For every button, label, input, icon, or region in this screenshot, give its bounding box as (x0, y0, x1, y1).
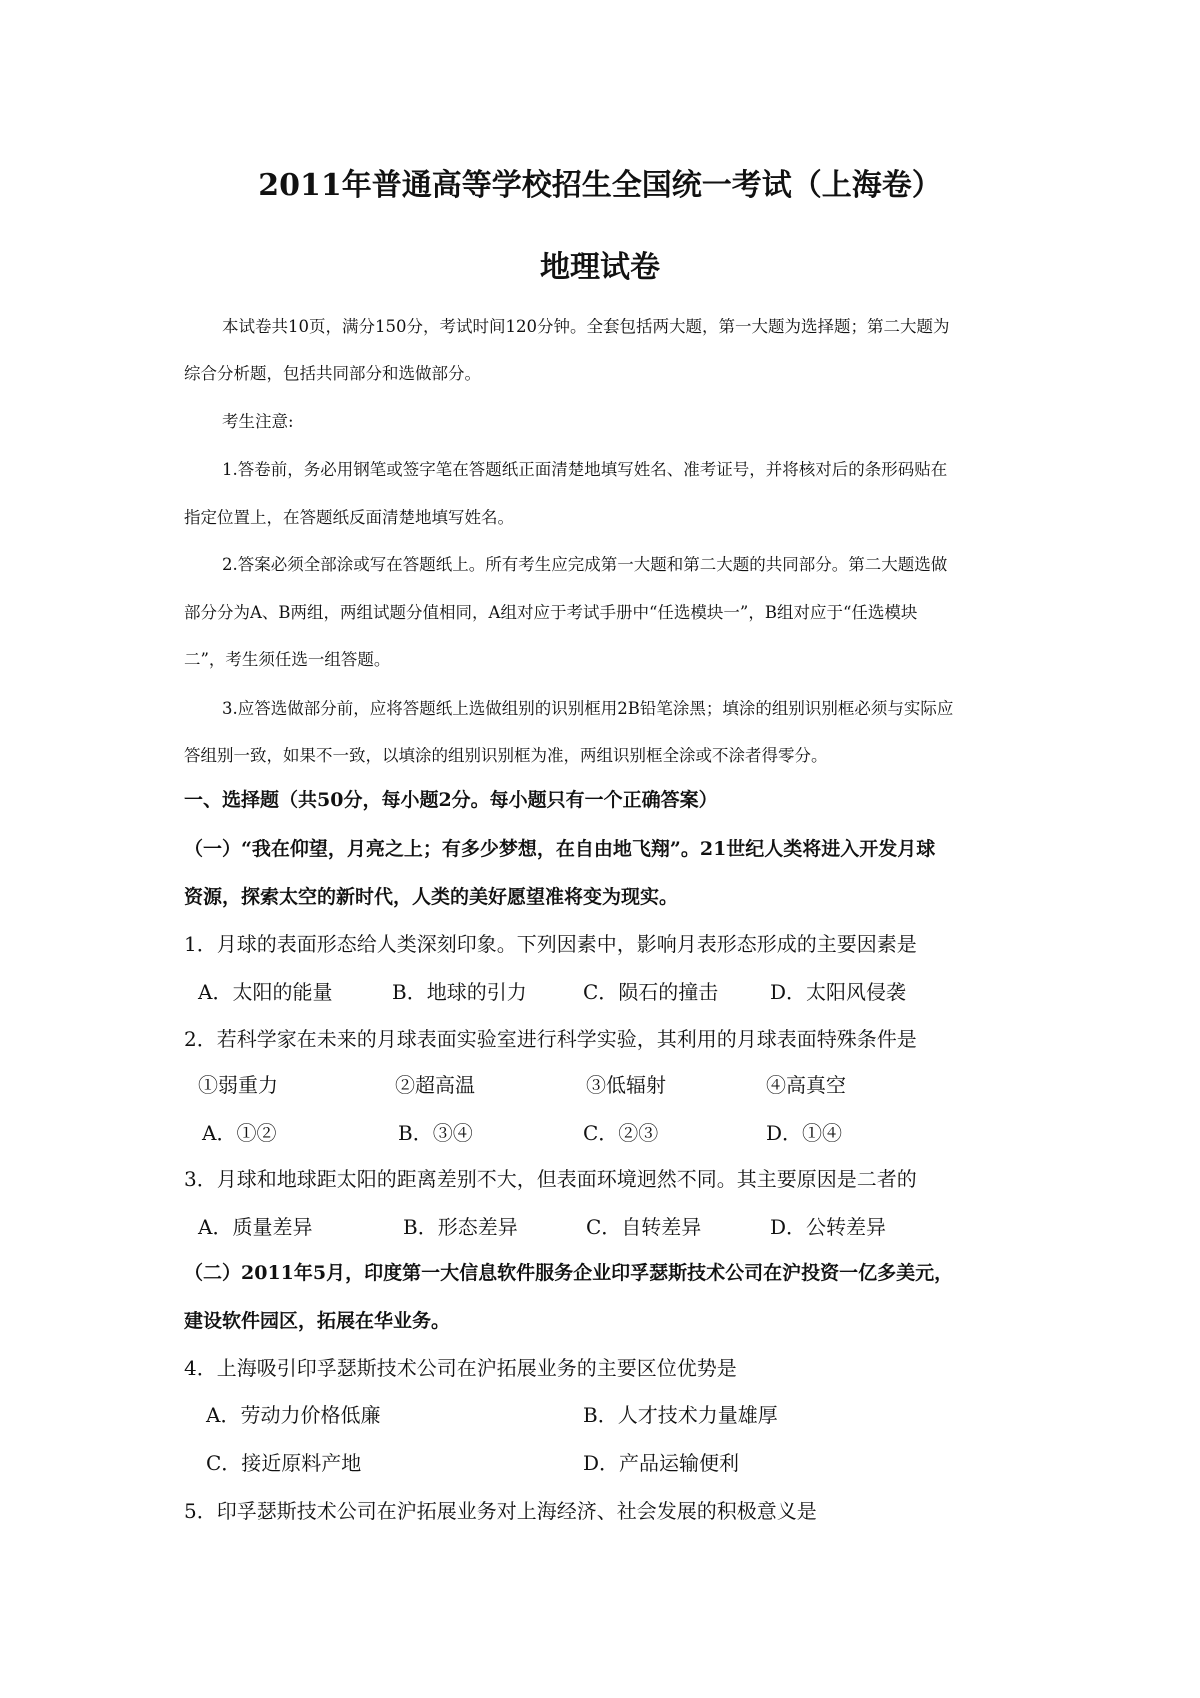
notice-item-2-line-3: 二”，考生须任选一组答题。 (184, 650, 391, 669)
q1-option-a: A．太阳的能量 (198, 980, 333, 1004)
q2-option-c: C．②③ (583, 1121, 659, 1145)
notice-item-3-line-1: 3.应答选做部分前，应将答题纸上选做组别的识别框用2B铅笔涂黑；填涂的组别识别框必须与实际应 (222, 699, 954, 718)
notice-item-1-line-1: 1.答卷前，务必用钢笔或签字笔在答题纸正面清楚地填写姓名、准考证号，并将核对后的条形码贴在 (222, 460, 948, 479)
question-5: 5．印孚瑟斯技术公司在沪拓展业务对上海经济、社会发展的积极意义是 (184, 1499, 817, 1523)
notice-heading: 考生注意: (222, 412, 294, 431)
page-title: 2011年普通高等学校招生全国统一考试（上海卷） (258, 168, 942, 203)
q2-option-a: A．①② (202, 1121, 277, 1145)
notice-item-3-line-2: 答组别一致，如果不一致，以填涂的组别识别框为准，两组识别框全涂或不涂者得零分。 (184, 746, 828, 765)
q3-option-a: A．质量差异 (198, 1215, 313, 1239)
q4-option-c: C．接近原料产地 (206, 1451, 362, 1475)
page-subtitle: 地理试卷 (540, 250, 660, 285)
group-2-intro-line-1: （二）2011年5月，印度第一大信息软件服务企业印孚瑟斯技术公司在沪投资一亿多美元， (184, 1262, 954, 1284)
q2-condition-4: ④高真空 (766, 1073, 846, 1097)
question-4: 4．上海吸引印孚瑟斯技术公司在沪拓展业务的主要区位优势是 (184, 1356, 737, 1380)
q3-option-b: B．形态差异 (403, 1215, 518, 1239)
q3-option-c: C．自转差异 (586, 1215, 702, 1239)
section-1-heading: 一、选择题（共50分，每小题2分。每小题只有一个正确答案） (184, 789, 718, 811)
q2-option-b: B．③④ (398, 1121, 473, 1145)
question-2: 2．若科学家在未来的月球表面实验室进行科学实验，其利用的月球表面特殊条件是 (184, 1027, 917, 1051)
group-1-intro-line-1: （一）“我在仰望，月亮之上；有多少梦想，在自由地飞翔”。21世纪人类将进入开发月球 (184, 838, 936, 860)
notice-item-2-line-2: 部分分为A、B两组，两组试题分值相同，A组对应于考试手册中“任选模块一”，B组对应于“任选模块 (184, 603, 918, 622)
q4-option-b: B．人才技术力量雄厚 (583, 1403, 778, 1427)
group-2-intro-line-2: 建设软件园区，拓展在华业务。 (184, 1310, 451, 1332)
intro-line-1: 本试卷共10页，满分150分，考试时间120分钟。全套包括两大题，第一大题为选择题；第二大题为 (222, 317, 950, 336)
q2-option-d: D．①④ (766, 1121, 843, 1145)
q2-condition-3: ③低辐射 (586, 1073, 666, 1097)
notice-item-1-line-2: 指定位置上，在答题纸反面清楚地填写姓名。 (184, 508, 514, 527)
q1-option-d: D．太阳风侵袭 (770, 980, 907, 1004)
notice-item-2-line-1: 2.答案必须全部涂或写在答题纸上。所有考生应完成第一大题和第二大题的共同部分。第二大题选做 (222, 555, 948, 574)
q3-option-d: D．公转差异 (770, 1215, 887, 1239)
intro-line-2: 综合分析题，包括共同部分和选做部分。 (184, 364, 481, 383)
q1-option-c: C．陨石的撞击 (583, 980, 719, 1004)
q1-option-b: B．地球的引力 (392, 980, 527, 1004)
q2-condition-1: ①弱重力 (198, 1073, 278, 1097)
q2-condition-2: ②超高温 (395, 1073, 475, 1097)
group-1-intro-line-2: 资源，探索太空的新时代，人类的美好愿望准将变为现实。 (184, 886, 679, 908)
q4-option-d: D．产品运输便利 (583, 1451, 740, 1475)
q4-option-a: A．劳动力价格低廉 (206, 1403, 381, 1427)
question-1: 1．月球的表面形态给人类深刻印象。下列因素中，影响月表形态形成的主要因素是 (184, 932, 917, 956)
question-3: 3．月球和地球距太阳的距离差别不大，但表面环境迥然不同。其主要原因是二者的 (184, 1167, 917, 1191)
